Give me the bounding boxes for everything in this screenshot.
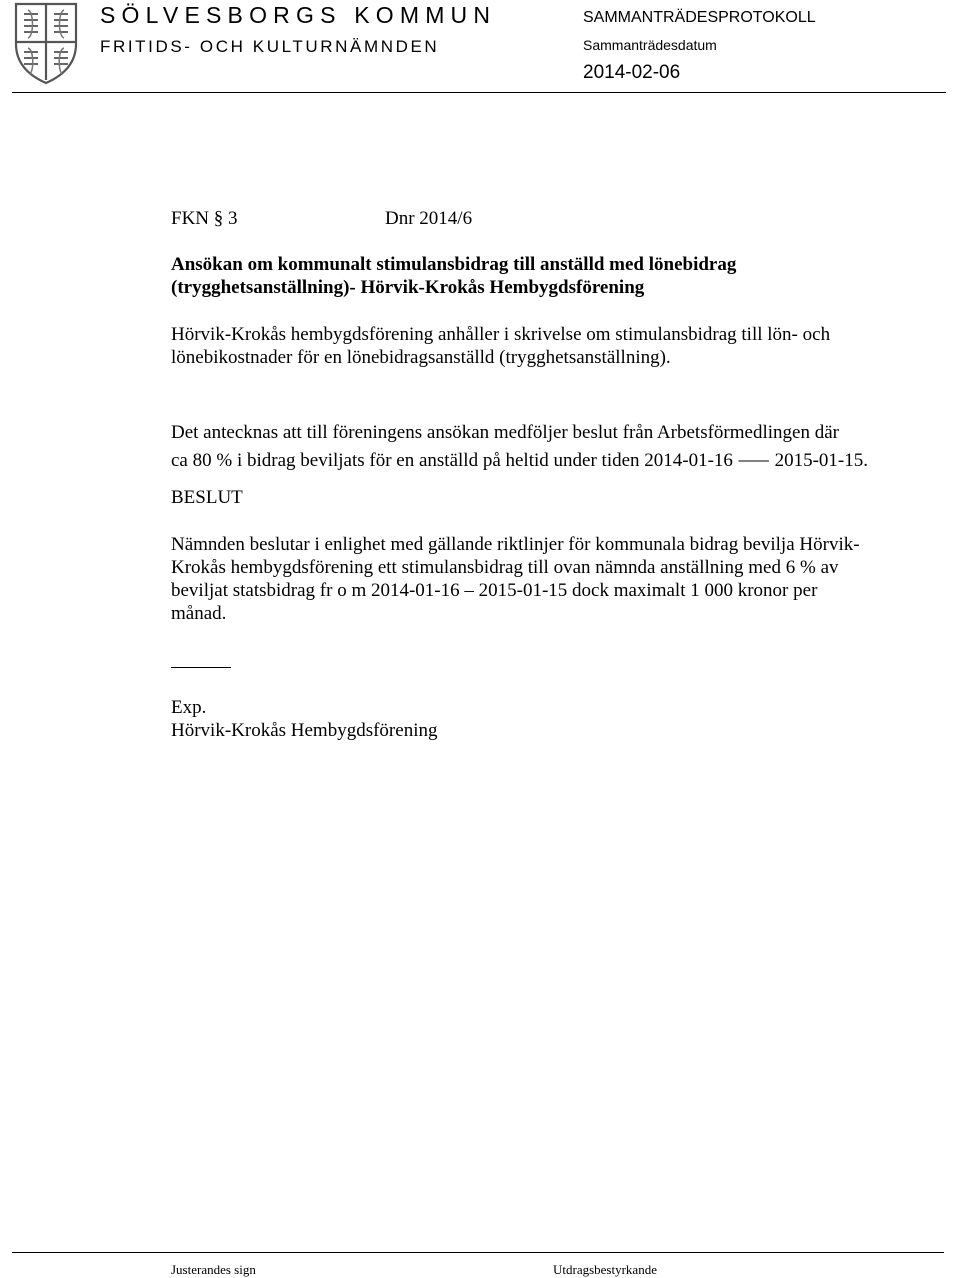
certifier-label: Utdragsbestyrkande — [553, 1262, 657, 1277]
header-divider — [12, 92, 946, 93]
municipal-crest-icon — [10, 0, 82, 86]
case-title-line: (trygghetsanställning)- Hörvik-Krokås Hembygdsförening — [171, 277, 645, 298]
footer-divider — [12, 1252, 944, 1253]
registration-number: Dnr 2014/6 — [385, 208, 473, 229]
dispatch-label: Exp. — [171, 697, 207, 718]
department-name: FRITIDS- OCH KULTURNÄMNDEN — [100, 37, 440, 56]
decision-line: Nämnden beslutar i enlighet med gällande riktlinjer för kommunala bidrag bevilja Hörvik- — [171, 534, 860, 555]
case-title-line: Ansökan om kommunalt stimulansbidrag till anställd med lönebidrag — [171, 254, 737, 275]
dispatch-recipient: Hörvik-Krokås Hembygdsförening — [171, 720, 438, 741]
paragraph-line: Det antecknas att till föreningens ansökan medföljer beslut från Arbetsförmedlingen där — [171, 422, 839, 443]
organization-name: SÖLVESBORGS KOMMUN — [100, 2, 497, 28]
decision-line: beviljat statsbidrag fr o m 2014-01-16 – 2015-01-15 dock maximalt 1 000 kronor per — [171, 580, 818, 601]
adjuster-signature-label: Justerandes sign — [171, 1262, 256, 1277]
document-type: SAMMANTRÄDESPROTOKOLL — [583, 9, 816, 26]
paragraph-line: ca 80 % i bidrag beviljats för en anställd på heltid under tiden 2014-01-16 ⸺ 2015-01-15. — [171, 450, 868, 471]
meeting-date-label: Sammanträdesdatum — [583, 37, 717, 53]
meeting-date-value: 2014-02-06 — [583, 62, 681, 83]
separator-line — [171, 667, 231, 668]
decision-line: Krokås hembygdsförening ett stimulansbidrag till ovan nämnda anställning med 6 % av — [171, 557, 839, 578]
decision-heading: BESLUT — [171, 487, 243, 508]
paragraph-number: FKN § 3 — [171, 208, 238, 229]
decision-line: månad. — [171, 603, 227, 624]
paragraph-line: lönebikostnader för en lönebidragsanställd (trygghetsanställning). — [171, 347, 671, 368]
paragraph-line: Hörvik-Krokås hembygdsförening anhåller i skrivelse om stimulansbidrag till lön- och — [171, 324, 831, 345]
